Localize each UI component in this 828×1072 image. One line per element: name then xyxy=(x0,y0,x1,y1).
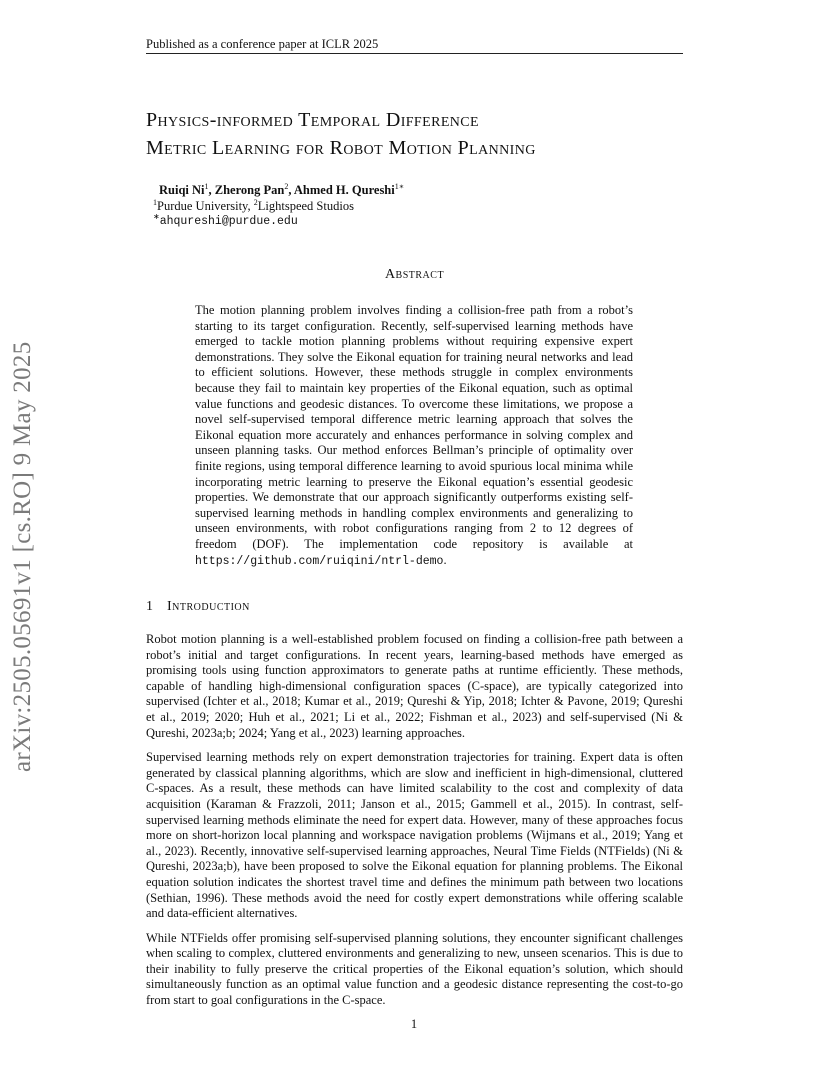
paper-title xyxy=(146,106,706,162)
body-paragraph: Robot motion planning is a well-established problem focused on finding a collision-free path between a robot’s initial and target configurations. In recent years, learning-based methods have emerged as promising tools using function approximators to generate paths at runtime efficiently. These methods, capable of handling high-dimensional configuration spaces (C-space), are typically categorized into supervised (Ichter et al., 2018; Kumar et al., 2019; Qureshi & Yip, 2018; Ichter & Pavone, 2019; Qureshi et al., 2019; 2020; Huh et al., 2021; Li et al., 2022; Fishman et al., 2023) and self-supervised (Ni & Qureshi, 2023a;b; 2024; Yang et al., 2023) learning approaches. xyxy=(146,632,683,740)
affiliations xyxy=(153,198,354,214)
title-line-2: Metric Learning for Robot Motion Planning xyxy=(146,137,536,159)
title-line-1: Physics-informed Temporal Difference xyxy=(146,109,479,131)
affiliation-mark: 1 xyxy=(153,198,157,207)
email-address: ahqureshi@purdue.edu xyxy=(159,215,298,228)
section-number: 1 xyxy=(146,599,153,614)
author-separator: , xyxy=(208,183,215,197)
author-affiliation-mark: 2 xyxy=(284,182,289,191)
author-affiliation-mark: 1 xyxy=(204,182,209,191)
affiliation-name: Purdue University, xyxy=(157,199,254,213)
contact-email xyxy=(153,214,298,230)
body-paragraph: Supervised learning methods rely on expert demonstration trajectories for training. Expert data is often generated by classical planning algorithms, which are slow and inefficient in high-dimensional, cluttered C-spaces. As a result, these methods can have limited scalability to the cost and complexity of data acquisition (Karaman & Frazzoli, 2011; Janson et al., 2015; Gammell et al., 2015). In contrast, self-supervised learning methods eliminate the need for expert data. However, many of these approaches focus more on short-horizon local planning and workspace navigation problems (Wijmans et al., 2019; Yang et al., 2023). Recently, innovative self-supervised learning approaches, Neural Time Fields (NTFields) (Ni & Qureshi, 2023a;b), have been proposed to solve the Eikonal equation for planning problems. The Eikonal equation solution indicates the shortest travel time and defines the minimum path between two locations (Sethian, 1996). These methods avoid the need for costly expert demonstrations while offering scalable and data-efficient alternatives. xyxy=(146,750,683,921)
author-name: Ahmed H. Qureshi xyxy=(293,183,395,197)
affiliation-mark: 2 xyxy=(253,198,258,207)
page-number: 1 xyxy=(410,1017,418,1031)
author-name: Ruiqi Ni xyxy=(159,183,205,197)
header-rule xyxy=(146,53,683,54)
author-separator: , xyxy=(288,183,294,197)
introduction-body xyxy=(146,632,683,1018)
affiliation-name: Lightspeed Studios xyxy=(257,199,354,213)
arxiv-sidebar-stamp: arXiv:2505.05691v1 [cs.RO] 9 May 2025 xyxy=(9,341,36,772)
abstract-heading: Abstract xyxy=(384,267,445,282)
running-header: Published as a conference paper at ICLR 2025 xyxy=(146,37,379,51)
author-list xyxy=(159,182,404,198)
section-heading-introduction xyxy=(146,598,250,616)
repository-link[interactable]: https://github.com/ruiqini/ntrl-demo xyxy=(195,554,444,568)
author-affiliation-mark: 1∗ xyxy=(394,182,405,191)
body-paragraph: While NTFields offer promising self-supervised planning solutions, they encounter significant challenges when scaling to complex, cluttered environments and generalizing to new, unseen scenarios. This is due to their inability to fully preserve the critical properties of the Eikonal equation’s solution, which should simultaneously function as an optimal value function and a geodesic distance representing the cost-to-go from start to goal configurations in the C-space. xyxy=(146,930,683,1008)
abstract-paragraph: The motion planning problem involves finding a collision-free path from a robot’s starting to its target configuration. Recently, self-supervised learning methods have emerged to tackle motion planning problems without requiring expensive expert demonstrations. They solve the Eikonal equation for training neural networks and lead to efficient solutions. However, these methods struggle in complex environments because they fail to maintain key properties of the Eikonal equation, such as optimal value functions and geodesic distances. To overcome these limitations, we propose a novel self-supervised temporal difference metric learning approach that solves the Eikonal equation more accurately and enhances performance in solving complex and unseen planning tasks. Our method enforces Bellman’s principle of optimality over finite regions, using temporal difference learning to avoid spurious local minima while incorporating metric learning to preserve the Eikonal equation’s essential geodesic properties. We demonstrate that our approach significantly outperforms existing self-supervised learning methods in handling complex environments and generalizing to unseen environments, with robot configurations ranging from 2 to 12 degrees of freedom (DOF). The implementation code repository is available at xyxy=(195,303,633,551)
section-title: Introduction xyxy=(167,599,250,614)
abstract-end: . xyxy=(443,552,447,567)
email-mark: ∗ xyxy=(153,212,160,221)
author-name: Zherong Pan xyxy=(214,183,285,197)
abstract-text xyxy=(195,303,633,569)
